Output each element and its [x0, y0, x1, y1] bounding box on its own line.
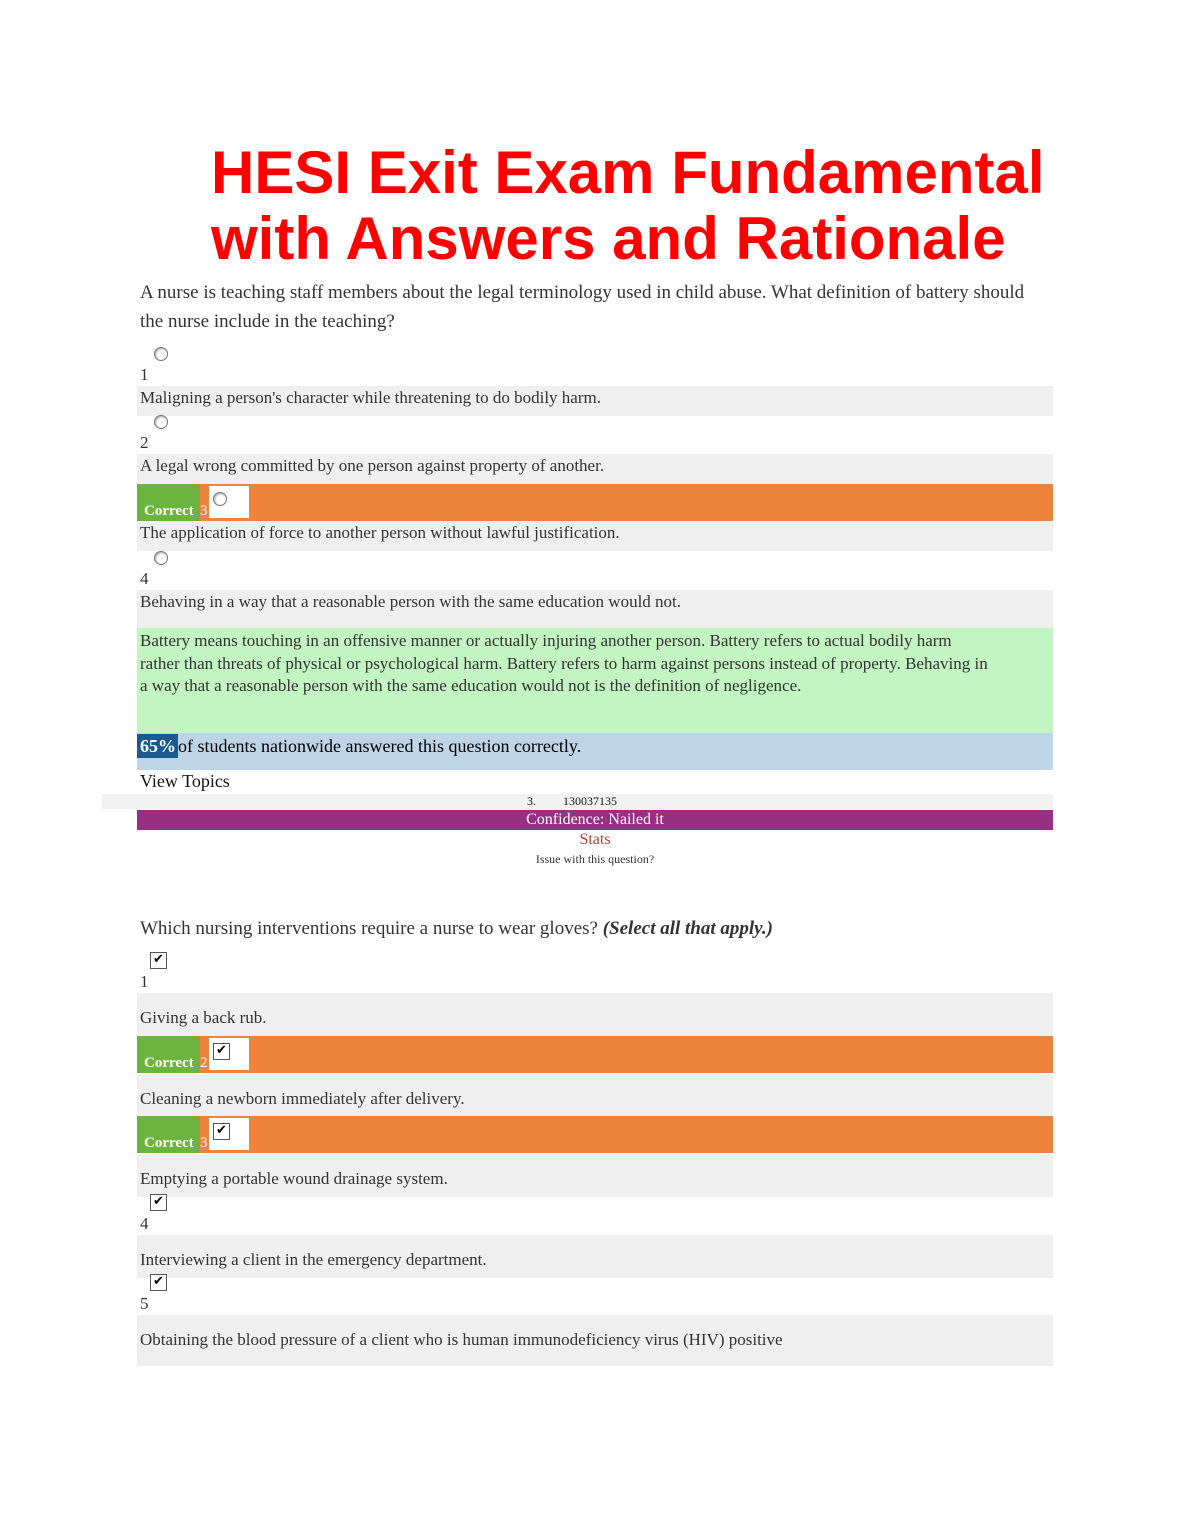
- option-number: 4: [140, 569, 149, 588]
- question-2-text: [140, 914, 1040, 943]
- q1-option-3-text: The application of force to another person without lawful justification.: [137, 521, 1053, 551]
- document-title: [211, 140, 1111, 272]
- question-2-stem: Which nursing interventions require a nurse to wear gloves?: [140, 918, 598, 939]
- correct-badge: [137, 484, 200, 521]
- q2-option-2-correct-bar: [137, 1036, 1053, 1073]
- option-number: 1: [140, 972, 149, 991]
- checkbox-checked-icon[interactable]: ✔: [213, 1123, 230, 1140]
- option-number: 1: [140, 365, 149, 384]
- checkbox-checked-icon[interactable]: ✔: [213, 1043, 230, 1060]
- question-id-bar: [102, 794, 1053, 809]
- nationwide-stats: [137, 733, 1053, 770]
- q2-option-2-marker[interactable]: [209, 1038, 249, 1070]
- q2-option-3-marker[interactable]: [209, 1118, 249, 1150]
- q1-option-3-correct-bar: [137, 484, 1053, 521]
- q2-option-4-text: Interviewing a client in the emergency department.: [137, 1235, 1053, 1278]
- question-id: 130037135: [563, 794, 617, 808]
- radio-icon[interactable]: [154, 551, 168, 565]
- q1-option-2-text: A legal wrong committed by one person against property of another.: [137, 454, 1053, 484]
- radio-icon[interactable]: [213, 492, 227, 506]
- q1-option-3-marker[interactable]: [209, 486, 249, 518]
- title-line-1: HESI Exit Exam Fundamental: [211, 139, 1045, 206]
- q2-option-2-text: Cleaning a newborn immediately after delivery.: [137, 1074, 1053, 1117]
- correct-badge: [137, 1036, 200, 1073]
- correct-label: Correct: [144, 503, 194, 519]
- option-number: 3: [200, 503, 208, 519]
- option-number: 2: [140, 433, 149, 452]
- stats-link[interactable]: Stats: [579, 831, 611, 848]
- checkbox-checked-icon[interactable]: ✔: [150, 952, 167, 969]
- checkbox-checked-icon[interactable]: ✔: [150, 1274, 167, 1291]
- view-topics-link[interactable]: View Topics: [140, 771, 230, 791]
- option-number: 2: [200, 1055, 208, 1071]
- stats-text: of students nationwide answered this question correctly.: [178, 736, 582, 756]
- question-1-text: A nurse is teaching staff members about the legal terminology used in child abuse. What definition of battery should the nurse include in the teaching?: [140, 282, 1025, 332]
- correct-label: Correct: [144, 1055, 194, 1071]
- q2-option-5-text: Obtaining the blood pressure of a client who is human immunodeficiency virus (HIV) positive: [137, 1315, 1053, 1366]
- correct-badge: [137, 1116, 200, 1153]
- correct-label: Correct: [144, 1135, 194, 1151]
- option-number: 4: [140, 1214, 149, 1233]
- option-number: 3: [200, 1135, 208, 1151]
- q1-option-1-text: Maligning a person's character while threatening to do bodily harm.: [137, 386, 1053, 416]
- option-number: 5: [140, 1294, 149, 1313]
- issue-link[interactable]: Issue with this question?: [535, 852, 655, 866]
- q2-option-1-text: Giving a back rub.: [137, 993, 1053, 1036]
- q1-option-4-text: Behaving in a way that a reasonable person with the same education would not.: [137, 590, 1053, 628]
- checkbox-checked-icon[interactable]: ✔: [150, 1194, 167, 1211]
- title-line-2: with Answers and Rationale: [211, 205, 1006, 272]
- percent-badge: 65%: [137, 734, 178, 758]
- confidence-bar: Confidence: Nailed it: [137, 810, 1053, 830]
- radio-icon[interactable]: [154, 415, 168, 429]
- q2-option-3-correct-bar: [137, 1116, 1053, 1153]
- radio-icon[interactable]: [154, 347, 168, 361]
- rationale-box: Battery means touching in an offensive manner or actually injuring another person. Battery refers to actual bodily harm rather than threats of physical or psychological harm. Battery refers to harm against persons instead of property. Behaving in a way that a reasonable person with the same education would not is the definition of negligence.: [137, 628, 1053, 733]
- question-number: 3.: [527, 794, 536, 808]
- select-all-note: (Select all that apply.): [602, 918, 773, 939]
- q2-option-3-text: Emptying a portable wound drainage system.: [137, 1154, 1053, 1197]
